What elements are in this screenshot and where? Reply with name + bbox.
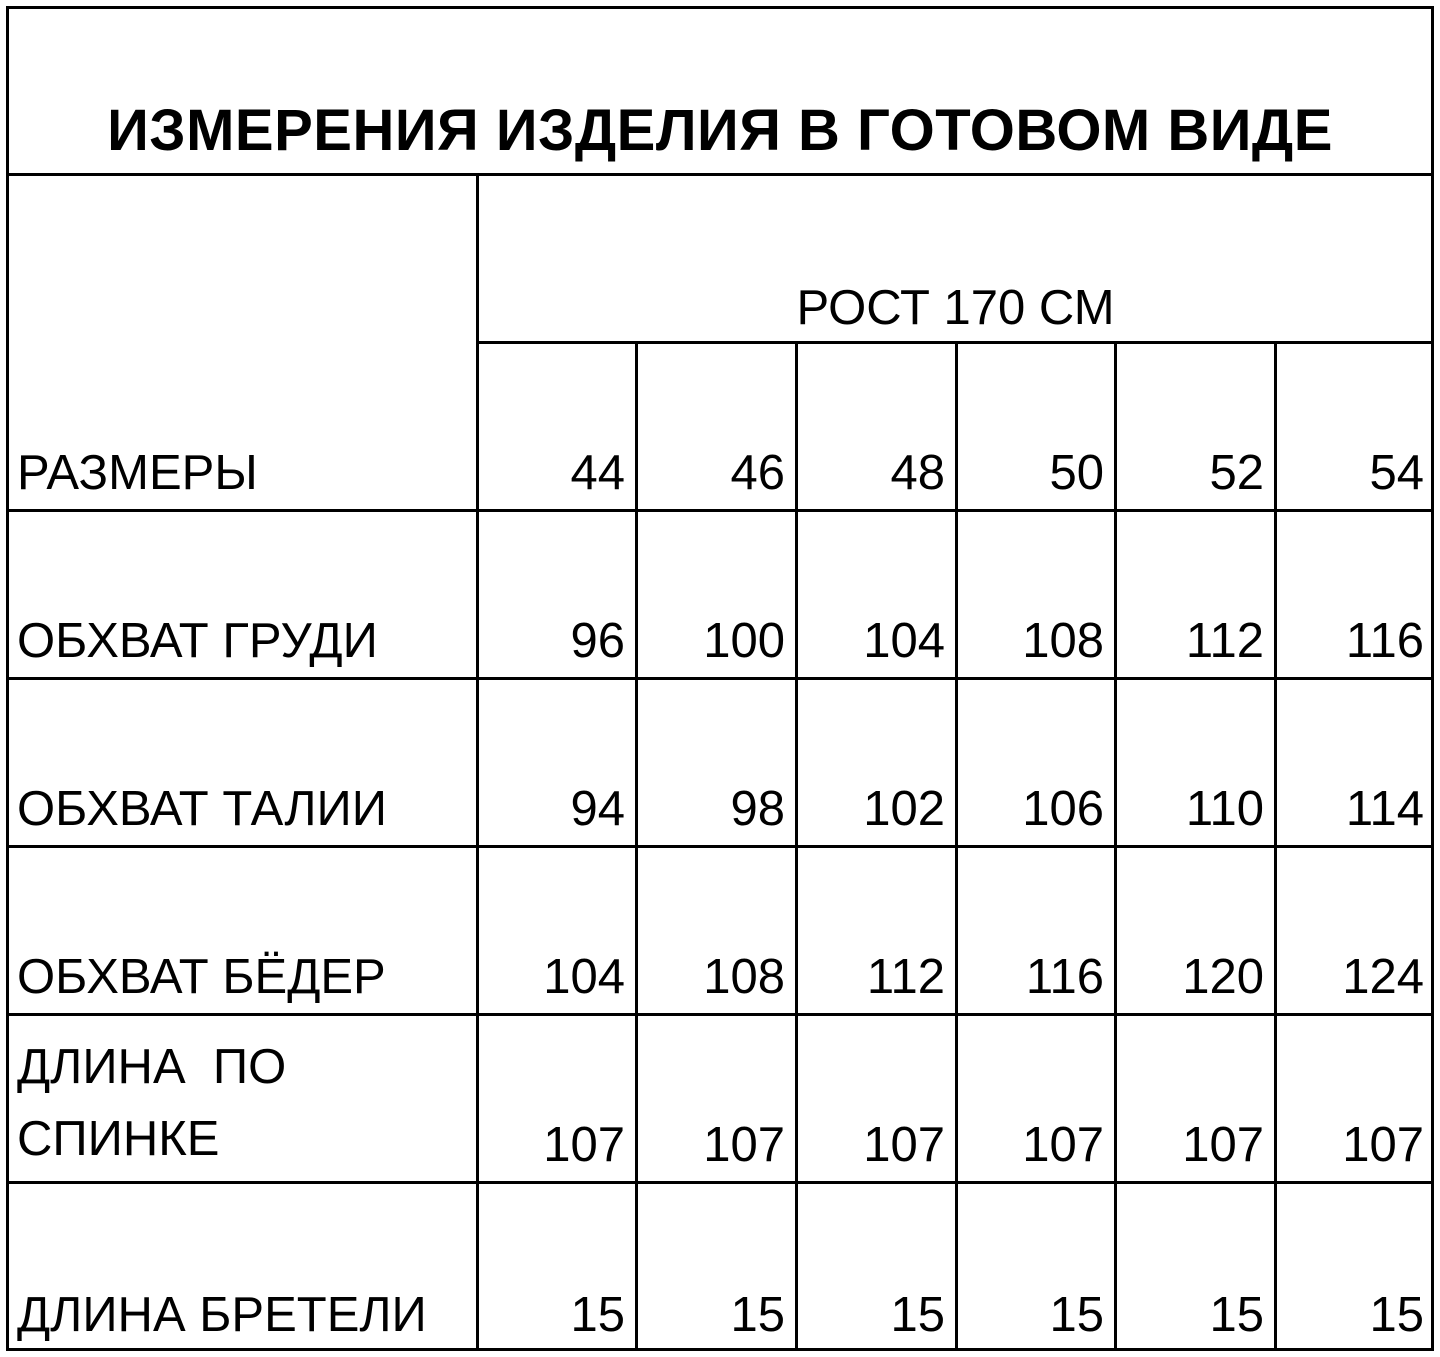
table-cell: 100 [703,614,785,668]
row-label: ОБХВАТ ТАЛИИ [17,782,387,836]
table-border-top [6,6,1434,9]
row-label: ОБХВАТ БЁДЕР [17,950,386,1004]
row-divider [6,1181,1434,1184]
table-cell: 107 [1182,1118,1264,1172]
table-cell: 104 [543,950,625,1004]
table-cell: 104 [863,614,945,668]
table-cell: 110 [1185,782,1264,836]
table-cell: 15 [1049,1288,1104,1342]
row-divider [6,677,1434,680]
table-cell: 54 [1369,446,1424,500]
table-cell: 107 [703,1118,785,1172]
table-cell: 15 [730,1288,785,1342]
table-border-bottom [6,1348,1434,1351]
chart-title: ИЗМЕРЕНИЯ ИЗДЕЛИЯ В ГОТОВОМ ВИДЕ [107,98,1333,163]
table-cell: 50 [1049,446,1104,500]
table-cell: 98 [730,782,785,836]
row-label: ДЛИНА ПО СПИНКЕ [17,1040,287,1166]
height-header: РОСТ 170 СМ [796,281,1115,335]
table-cell: 46 [730,446,785,500]
row-divider [6,845,1434,848]
table-cell: 44 [570,446,625,500]
table-cell: 114 [1345,782,1424,836]
row-label: РАЗМЕРЫ [17,446,258,500]
table-cell: 108 [1022,614,1104,668]
table-cell: 108 [703,950,785,1004]
table-cell: 15 [1209,1288,1264,1342]
table-cell: 107 [543,1118,625,1172]
table-cell: 102 [863,782,945,836]
table-cell: 112 [1185,614,1264,668]
table-cell: 107 [1022,1118,1104,1172]
table-cell: 15 [570,1288,625,1342]
table-cell: 52 [1209,446,1264,500]
table-cell: 112 [866,950,945,1004]
table-cell: 116 [1025,950,1104,1004]
table-cell: 15 [1369,1288,1424,1342]
table-cell: 106 [1022,782,1104,836]
table-cell: 96 [570,614,625,668]
table-cell: 120 [1182,950,1264,1004]
table-cell: 107 [1342,1118,1424,1172]
table-cell: 116 [1345,614,1424,668]
table-cell: 94 [570,782,625,836]
row-divider [6,1013,1434,1016]
row-label: ДЛИНА БРЕТЕЛИ [17,1288,427,1342]
title-divider [6,173,1434,176]
table-cell: 124 [1342,950,1424,1004]
table-cell: 48 [890,446,945,500]
row-divider [6,509,1434,512]
row-label: ОБХВАТ ГРУДИ [17,614,378,668]
table-cell: 15 [890,1288,945,1342]
table-cell: 107 [863,1118,945,1172]
label-column-divider [476,173,479,1351]
